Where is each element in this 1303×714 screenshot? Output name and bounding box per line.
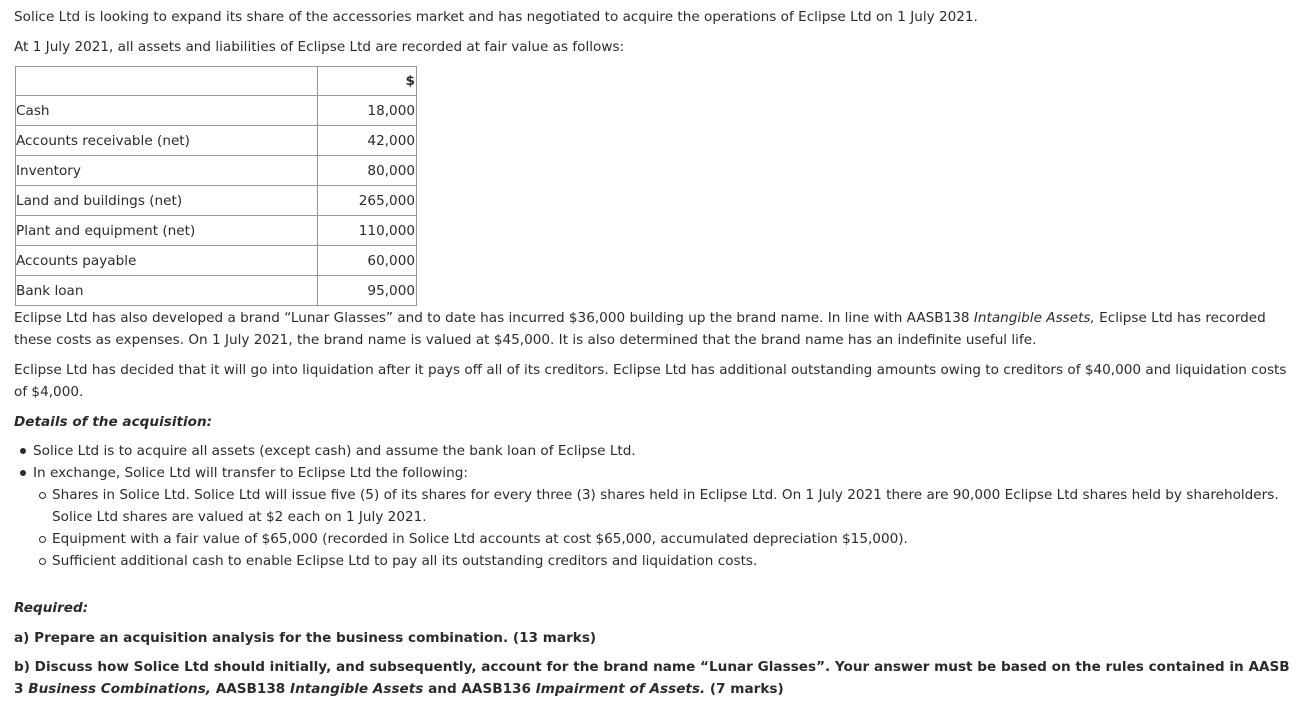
details-heading: Details of the acquisition: (14, 414, 213, 430)
fair-value-table (15, 66, 417, 306)
sub-list-item: Sufficient additional cash to enable Eclipse Ltd to pay all its outstanding creditors and liquidation costs. (52, 550, 1294, 572)
question-b-standard: Impairment of Assets. (535, 681, 706, 697)
brand-text-c: Eclipse Ltd has recorded these costs as expenses. On 1 July 2021, the brand name is valued at $45,000. It is also determined that the brand name has an indefinite useful life. (14, 310, 1266, 348)
table-row (16, 156, 417, 186)
table-row (16, 216, 417, 246)
liquidation-paragraph: Eclipse Ltd has decided that it will go into liquidation after it pays off all of its creditors. Eclipse Ltd has additional outstanding amounts owing to creditors of $40,000 and liquidation costs of $4,000. (14, 362, 1287, 400)
row-value: 265,000 (318, 186, 417, 216)
row-value: 95,000 (318, 276, 417, 306)
row-value: 42,000 (318, 126, 417, 156)
question-b-text: b) Discuss how Solice Ltd should initially, and subsequently, account for the brand name “Lunar Glasses”. Your answer must be based on the rules contained in AASB 3 (14, 659, 1290, 697)
brand-text-standard: Intangible Assets, (973, 310, 1095, 326)
question-b-text: AASB138 (210, 681, 291, 697)
question-b-text: and AASB136 (423, 681, 536, 697)
required-heading: Required: (14, 600, 89, 616)
list-item: Solice Ltd is to acquire all assets (except cash) and assume the bank loan of Eclipse Ltd. (33, 440, 1294, 462)
details-list (14, 440, 1294, 572)
sub-list-item: Shares in Solice Ltd. Solice Ltd will issue five (5) of its shares for every three (3) shares held in Eclipse Ltd. On 1 July 2021 there are 90,000 Eclipse Ltd shares held by shareholders. Solice Ltd shares are valued at $2 each on 1 July 2021. (52, 484, 1294, 528)
row-label: Cash (16, 96, 318, 126)
table-row (16, 246, 417, 276)
row-label: Accounts receivable (net) (16, 126, 318, 156)
list-item (33, 462, 1294, 572)
sub-list (33, 484, 1294, 572)
row-label: Plant and equipment (net) (16, 216, 318, 246)
question-b (14, 656, 1294, 700)
table-row (16, 126, 417, 156)
table-header-row (16, 67, 417, 96)
row-label: Inventory (16, 156, 318, 186)
table-row (16, 96, 417, 126)
row-label: Accounts payable (16, 246, 318, 276)
header-label-cell (16, 67, 318, 96)
row-label: Land and buildings (net) (16, 186, 318, 216)
row-value: 18,000 (318, 96, 417, 126)
header-currency-cell: $ (318, 67, 417, 96)
list-item-text: In exchange, Solice Ltd will transfer to Eclipse Ltd the following: (33, 465, 468, 481)
row-label: Bank loan (16, 276, 318, 306)
intro-paragraph: Solice Ltd is looking to expand its share of the accessories market and has negotiated to acquire the operations of Eclipse Ltd on 1 July 2021. (14, 9, 978, 25)
question-a: a) Prepare an acquisition analysis for the business combination. (13 marks) (14, 630, 597, 646)
row-value: 110,000 (318, 216, 417, 246)
brand-text-a: Eclipse Ltd has also developed a brand “Lunar Glasses” and to date has incurred $36,000 building up the brand name. In line with AASB138 (14, 310, 974, 326)
table-row (16, 186, 417, 216)
question-b-standard: Intangible Assets (290, 681, 424, 697)
question-b-standard: Business Combinations, (28, 681, 211, 697)
brand-paragraph (14, 307, 1294, 351)
sub-list-item: Equipment with a fair value of $65,000 (recorded in Solice Ltd accounts at cost $65,000, accumulated depreciation $15,000). (52, 528, 1294, 550)
question-b-marks: (7 marks) (705, 681, 784, 697)
row-value: 60,000 (318, 246, 417, 276)
row-value: 80,000 (318, 156, 417, 186)
fair-value-intro: At 1 July 2021, all assets and liabilities of Eclipse Ltd are recorded at fair value as follows: (14, 39, 625, 55)
table-row (16, 276, 417, 306)
